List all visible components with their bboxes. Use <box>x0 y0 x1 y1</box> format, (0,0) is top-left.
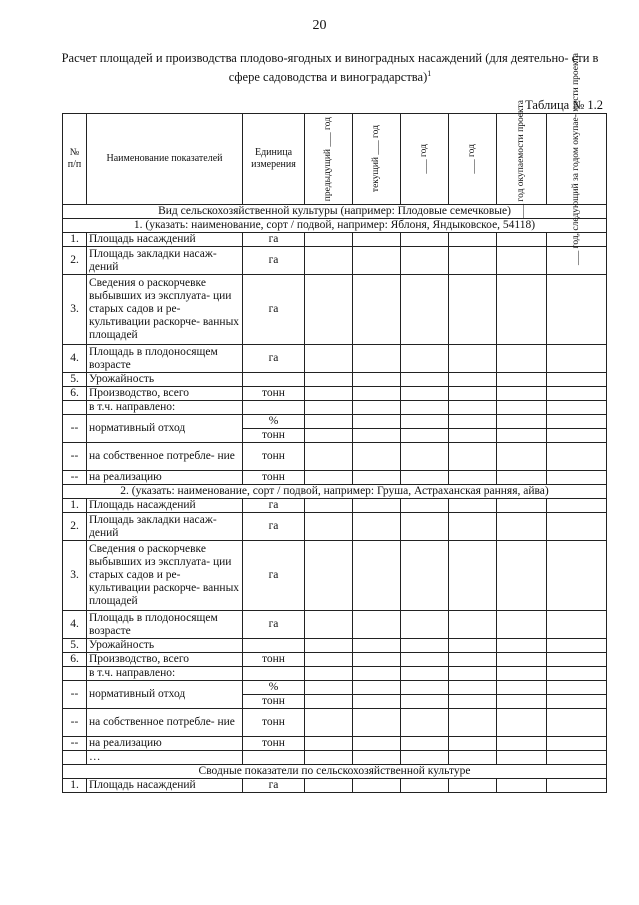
indicator-value-cell <box>547 639 607 653</box>
indicator-value-cell <box>547 611 607 639</box>
indicator-value-cell <box>353 387 401 401</box>
summary-indicator-value-cell <box>497 779 547 793</box>
indicator-name: Площадь в плодоносящем возрасте <box>87 345 243 373</box>
sub-indicator-value-cell <box>497 695 547 709</box>
sub-indicator-value-cell <box>547 709 607 737</box>
row-number: -- <box>63 471 87 485</box>
row-number: 4. <box>63 345 87 373</box>
header-period-3: ___ год <box>401 114 449 205</box>
row-number: -- <box>63 737 87 751</box>
sub-indicator-value-cell <box>449 443 497 471</box>
indicator-value-cell <box>449 639 497 653</box>
sub-indicator-value-cell <box>449 415 497 429</box>
indicator-value-cell <box>449 345 497 373</box>
including-value-cell <box>353 401 401 415</box>
indicator-value-cell <box>401 513 449 541</box>
indicator-value-cell <box>547 513 607 541</box>
ellipsis-value-cell <box>547 751 607 765</box>
indicator-value-cell <box>401 653 449 667</box>
sub-indicator-value-cell <box>497 443 547 471</box>
sub-indicator-value-cell <box>401 471 449 485</box>
including-label: в т.ч. направлено: <box>87 667 243 681</box>
unit-cell: тонн <box>243 709 305 737</box>
indicator-value-cell <box>305 513 353 541</box>
sub-indicator-value-cell <box>547 471 607 485</box>
indicator-value-cell <box>497 541 547 611</box>
unit-cell: тонн <box>243 387 305 401</box>
sub-indicator-value-cell <box>547 429 607 443</box>
row-number: 5. <box>63 373 87 387</box>
including-value-cell <box>497 667 547 681</box>
title-footnote-mark: 1 <box>427 69 432 78</box>
indicator-value-cell <box>497 345 547 373</box>
indicator-value-cell <box>401 387 449 401</box>
sub-indicator-value-cell <box>305 709 353 737</box>
unit-cell: га <box>243 345 305 373</box>
sub-indicator-value-cell <box>353 415 401 429</box>
summary-indicator-value-cell <box>449 779 497 793</box>
summary-heading-row <box>63 765 607 779</box>
row-number: 5. <box>63 639 87 653</box>
unit-cell <box>243 667 305 681</box>
ellipsis-value-cell <box>401 751 449 765</box>
section-heading-row <box>63 485 607 499</box>
row-number <box>63 751 87 765</box>
indicator-value-cell <box>449 275 497 345</box>
unit-cell: % <box>243 415 305 429</box>
sub-indicator-value-cell <box>547 681 607 695</box>
sub-indicator-value-cell <box>305 429 353 443</box>
ellipsis-value-cell <box>497 751 547 765</box>
indicator-value-cell <box>401 541 449 611</box>
section-heading: 1. (указать: наименование, сорт / подвой, например: Яблоня, Яндыковское, 54118) <box>63 219 607 233</box>
header-period-payback: ___ год окупаемости проекта <box>497 114 547 205</box>
including-value-cell <box>449 401 497 415</box>
ellipsis-value-cell <box>305 751 353 765</box>
indicator-value-cell <box>547 499 607 513</box>
indicator-value-cell <box>305 233 353 247</box>
row-number: -- <box>63 415 87 443</box>
indicator-name: Сведения о раскорчевке выбывших из эксплуата- ции старых садов и ре- культивации раскорче- ванных площадей <box>87 541 243 611</box>
indicator-name: Площадь насаждений <box>87 779 243 793</box>
indicator-value-cell <box>401 345 449 373</box>
indicator-value-cell <box>305 499 353 513</box>
indicator-name: Площадь закладки насаж- дений <box>87 247 243 275</box>
sub-indicator-row <box>63 443 607 471</box>
indicator-value-cell <box>547 541 607 611</box>
indicator-value-cell <box>401 233 449 247</box>
unit-cell: тонн <box>243 737 305 751</box>
indicator-row <box>63 499 607 513</box>
indicator-name: Площадь закладки насаж- дений <box>87 513 243 541</box>
indicator-value-cell <box>401 611 449 639</box>
indicator-name: Сведения о раскорчевке выбывших из эксплуата- ции старых садов и ре- культивации раскорче- ванных площадей <box>87 275 243 345</box>
indicator-value-cell <box>305 373 353 387</box>
sub-indicator-value-cell <box>305 681 353 695</box>
unit-cell: га <box>243 233 305 247</box>
sub-indicator-value-cell <box>305 695 353 709</box>
indicator-value-cell <box>305 275 353 345</box>
row-number <box>63 667 87 681</box>
unit-cell: га <box>243 247 305 275</box>
ellipsis-value-cell <box>353 751 401 765</box>
indicator-value-cell <box>497 373 547 387</box>
indicator-row <box>63 541 607 611</box>
sub-indicator-value-cell <box>305 443 353 471</box>
indicator-name: на реализацию <box>87 471 243 485</box>
indicator-value-cell <box>305 387 353 401</box>
indicator-row <box>63 345 607 373</box>
indicator-value-cell <box>497 653 547 667</box>
summary-indicator-value-cell <box>401 779 449 793</box>
header-period-previous: предыдущий ___ год <box>305 114 353 205</box>
indicator-value-cell <box>401 247 449 275</box>
table-header-row <box>63 114 607 205</box>
including-value-cell <box>401 667 449 681</box>
indicator-value-cell <box>353 541 401 611</box>
indicator-value-cell <box>305 247 353 275</box>
unit-cell: % <box>243 681 305 695</box>
summary-indicator-value-cell <box>353 779 401 793</box>
row-number: 2. <box>63 513 87 541</box>
indicator-row <box>63 247 607 275</box>
unit-cell: га <box>243 779 305 793</box>
indicator-value-cell <box>401 275 449 345</box>
indicator-name: нормативный отход <box>87 415 243 443</box>
indicator-name: Урожайность <box>87 373 243 387</box>
including-label: в т.ч. направлено: <box>87 401 243 415</box>
indicator-name: Площадь в плодоносящем возрасте <box>87 611 243 639</box>
indicator-value-cell <box>353 275 401 345</box>
including-value-cell <box>547 667 607 681</box>
sub-indicator-value-cell <box>305 737 353 751</box>
sub-indicator-value-cell <box>305 415 353 429</box>
summary-indicator-value-cell <box>547 779 607 793</box>
sub-indicator-row <box>63 681 607 695</box>
indicator-row <box>63 373 607 387</box>
sub-indicator-value-cell <box>547 695 607 709</box>
sub-indicator-row <box>63 709 607 737</box>
indicator-row <box>63 387 607 401</box>
summary-indicator-row <box>63 779 607 793</box>
section-heading-row <box>63 219 607 233</box>
sub-indicator-value-cell <box>497 415 547 429</box>
sub-indicator-value-cell <box>449 709 497 737</box>
sub-indicator-value-cell <box>449 681 497 695</box>
sub-indicator-value-cell <box>497 471 547 485</box>
sub-indicator-value-cell <box>401 681 449 695</box>
indicator-value-cell <box>497 513 547 541</box>
sub-indicator-value-cell <box>547 415 607 429</box>
indicator-value-cell <box>401 639 449 653</box>
sub-indicator-value-cell <box>401 443 449 471</box>
sub-indicator-value-cell <box>353 681 401 695</box>
unit-cell: тонн <box>243 471 305 485</box>
row-number: 6. <box>63 653 87 667</box>
indicator-value-cell <box>497 639 547 653</box>
indicator-name: на реализацию <box>87 737 243 751</box>
indicator-value-cell <box>449 653 497 667</box>
indicator-name: нормативный отход <box>87 681 243 709</box>
unit-cell <box>243 751 305 765</box>
indicator-value-cell <box>497 275 547 345</box>
indicator-value-cell <box>353 233 401 247</box>
indicator-name: Производство, всего <box>87 653 243 667</box>
row-number: 1. <box>63 499 87 513</box>
ellipsis-row <box>63 751 607 765</box>
section-heading: 2. (указать: наименование, сорт / подвой, например: Груша, Астраханская ранняя, айва) <box>63 485 607 499</box>
indicator-value-cell <box>353 513 401 541</box>
indicator-row <box>63 639 607 653</box>
including-value-cell <box>305 667 353 681</box>
indicator-value-cell <box>353 639 401 653</box>
sub-indicator-value-cell <box>401 737 449 751</box>
indicator-row <box>63 611 607 639</box>
including-value-cell <box>497 401 547 415</box>
indicator-value-cell <box>305 653 353 667</box>
unit-cell <box>243 639 305 653</box>
sub-indicator-value-cell <box>401 415 449 429</box>
unit-cell: тонн <box>243 695 305 709</box>
sub-indicator-value-cell <box>353 443 401 471</box>
indicator-value-cell <box>305 611 353 639</box>
including-value-cell <box>547 401 607 415</box>
indicator-value-cell <box>353 373 401 387</box>
including-value-cell <box>449 667 497 681</box>
row-number: 6. <box>63 387 87 401</box>
sub-indicator-value-cell <box>353 737 401 751</box>
header-num: № п/п <box>63 114 87 205</box>
indicator-name: Площадь насаждений <box>87 233 243 247</box>
sub-indicator-value-cell <box>353 429 401 443</box>
sub-indicator-value-cell <box>497 709 547 737</box>
indicator-value-cell <box>305 541 353 611</box>
unit-cell: га <box>243 513 305 541</box>
sub-indicator-value-cell <box>547 737 607 751</box>
indicator-value-cell <box>497 387 547 401</box>
indicator-value-cell <box>547 653 607 667</box>
sub-indicator-row <box>63 737 607 751</box>
sub-indicator-value-cell <box>449 429 497 443</box>
indicator-value-cell <box>547 275 607 345</box>
indicator-value-cell <box>449 233 497 247</box>
row-number: 2. <box>63 247 87 275</box>
row-number: -- <box>63 443 87 471</box>
document-title-text: Расчет площадей и производства плодово-ягодных и виноградных насаждений (для деятельно- сти в сфере садоводства и виноградарства) <box>61 51 599 85</box>
sub-indicator-value-cell <box>401 709 449 737</box>
indicator-value-cell <box>449 611 497 639</box>
unit-cell: га <box>243 611 305 639</box>
summary-indicator-value-cell <box>305 779 353 793</box>
sub-indicator-value-cell <box>497 681 547 695</box>
sub-indicator-value-cell <box>547 443 607 471</box>
row-number: -- <box>63 709 87 737</box>
summary-heading: Сводные показатели по сельскохозяйственной культуре <box>63 765 607 779</box>
row-number: 1. <box>63 233 87 247</box>
indicator-value-cell <box>497 247 547 275</box>
including-row <box>63 667 607 681</box>
unit-cell: тонн <box>243 429 305 443</box>
indicator-value-cell <box>497 233 547 247</box>
indicator-value-cell <box>353 611 401 639</box>
indicator-name: Производство, всего <box>87 387 243 401</box>
indicator-row <box>63 653 607 667</box>
document-title <box>50 50 610 85</box>
indicator-name: Площадь насаждений <box>87 499 243 513</box>
indicator-value-cell <box>449 513 497 541</box>
indicator-row <box>63 233 607 247</box>
indicator-value-cell <box>449 373 497 387</box>
row-number: 4. <box>63 611 87 639</box>
unit-cell: га <box>243 275 305 345</box>
indicator-row <box>63 513 607 541</box>
culture-type-header: Вид сельскохозяйственной культуры (например: Плодовые семечковые) <box>63 205 607 219</box>
row-number: 3. <box>63 275 87 345</box>
indicator-value-cell <box>353 247 401 275</box>
indicator-value-cell <box>449 499 497 513</box>
row-number: 1. <box>63 779 87 793</box>
indicator-value-cell <box>353 653 401 667</box>
sub-indicator-value-cell <box>401 695 449 709</box>
sub-indicator-value-cell <box>449 737 497 751</box>
header-unit: Единица измерения <box>243 114 305 205</box>
sub-indicator-value-cell <box>497 737 547 751</box>
indicator-value-cell <box>401 373 449 387</box>
header-period-after-payback: ___ год, следующий за годом окупае- мости проекта <box>547 114 607 205</box>
sub-indicator-value-cell <box>401 429 449 443</box>
unit-cell: га <box>243 541 305 611</box>
indicator-value-cell <box>353 345 401 373</box>
indicator-value-cell <box>547 387 607 401</box>
indicator-value-cell <box>497 611 547 639</box>
indicator-name: на собственное потребле- ние <box>87 709 243 737</box>
indicator-value-cell <box>497 499 547 513</box>
including-row <box>63 401 607 415</box>
header-period-current: текущий ___ год <box>353 114 401 205</box>
including-value-cell <box>401 401 449 415</box>
unit-cell <box>243 401 305 415</box>
indicator-row <box>63 275 607 345</box>
including-value-cell <box>353 667 401 681</box>
ellipsis-value-cell <box>449 751 497 765</box>
sub-indicator-value-cell <box>353 695 401 709</box>
unit-cell: га <box>243 499 305 513</box>
sub-indicator-value-cell <box>305 471 353 485</box>
indicator-value-cell <box>449 541 497 611</box>
indicator-name: Урожайность <box>87 639 243 653</box>
indicator-value-cell <box>547 373 607 387</box>
unit-cell <box>243 373 305 387</box>
indicator-name: на собственное потребле- ние <box>87 443 243 471</box>
header-period-4: ___ год <box>449 114 497 205</box>
header-name: Наименование показателей <box>87 114 243 205</box>
unit-cell: тонн <box>243 653 305 667</box>
row-number <box>63 401 87 415</box>
indicator-value-cell <box>449 387 497 401</box>
including-value-cell <box>305 401 353 415</box>
table-label: Таблица № 1.2 <box>525 98 603 112</box>
sub-indicator-value-cell <box>497 429 547 443</box>
sub-indicator-value-cell <box>353 471 401 485</box>
page-number: 20 <box>312 18 327 33</box>
ellipsis-label: … <box>87 751 243 765</box>
indicator-value-cell <box>449 247 497 275</box>
indicator-value-cell <box>305 345 353 373</box>
indicator-value-cell <box>401 499 449 513</box>
indicator-value-cell <box>353 499 401 513</box>
indicator-value-cell <box>547 345 607 373</box>
sub-indicator-row <box>63 471 607 485</box>
sub-indicator-value-cell <box>353 709 401 737</box>
row-number: 3. <box>63 541 87 611</box>
row-number: -- <box>63 681 87 709</box>
sub-indicator-value-cell <box>449 471 497 485</box>
sub-indicator-value-cell <box>449 695 497 709</box>
sub-indicator-row <box>63 415 607 429</box>
indicator-value-cell <box>305 639 353 653</box>
unit-cell: тонн <box>243 443 305 471</box>
